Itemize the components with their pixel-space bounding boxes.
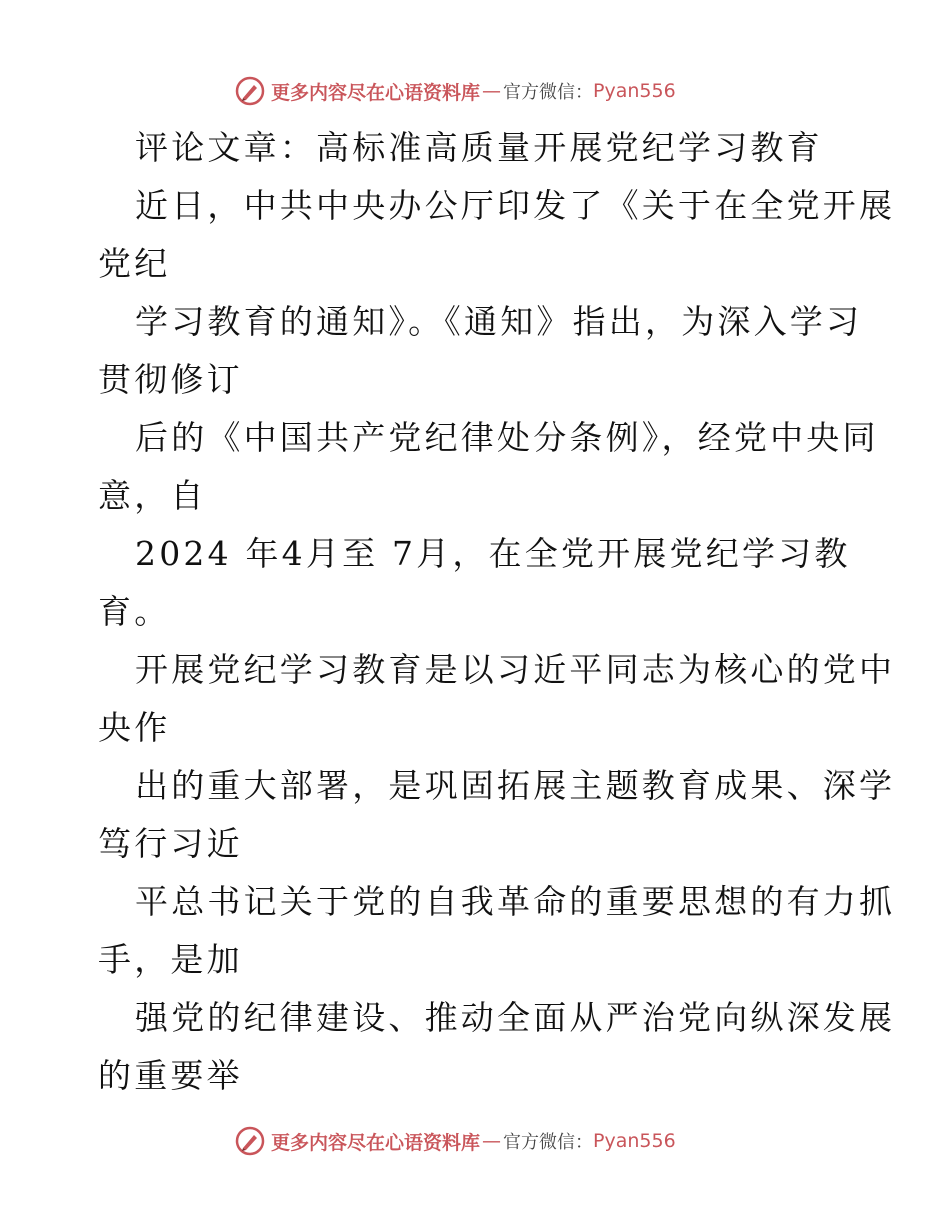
watermark-separator: —: [482, 1130, 502, 1152]
document-line: 近日，中共中央办公厅印发了《关于在全党开展: [135, 186, 896, 225]
document-line: 意，自: [98, 476, 207, 515]
document-line: 强党的纪律建设、推动全面从严治党向纵深发展: [135, 998, 896, 1037]
document-line: 笃行习近: [98, 824, 243, 863]
document-line: 党纪: [98, 244, 171, 283]
document-line: 开展党纪学习教育是以习近平同志为核心的党中: [135, 650, 896, 689]
watermark-label: 官方微信：: [503, 82, 594, 103]
document-line: 后的《中国共产党纪律处分条例》，经党中央同: [135, 418, 879, 457]
document-line: 2024 年4月至 7月，在全党开展党纪学习教: [135, 534, 851, 573]
watermark-separator: —: [482, 80, 502, 102]
document-line: 的重要举: [98, 1056, 243, 1095]
pen-logo-icon: [235, 1126, 265, 1156]
watermark-id: Pyan556: [593, 80, 676, 102]
watermark-header: [235, 74, 676, 108]
document-line: 央作: [98, 708, 171, 747]
document-title: 评论文章：高标准高质量开展党纪学习教育: [135, 128, 823, 167]
watermark-footer: [235, 1124, 676, 1158]
document-line: 手，是加: [98, 940, 243, 979]
watermark-id: Pyan556: [593, 1130, 676, 1152]
document-line: 育。: [98, 592, 171, 631]
document-line: 贯彻修订: [98, 360, 243, 399]
watermark-text: 更多内容尽在心语资料库: [271, 1131, 481, 1154]
watermark-text: 更多内容尽在心语资料库: [271, 81, 481, 104]
document-line: 平总书记关于党的自我革命的重要思想的有力抓: [135, 882, 896, 921]
document-line: 学习教育的通知》。《通知》指出，为深入学习: [135, 302, 863, 341]
pen-logo-icon: [235, 76, 265, 106]
watermark-label: 官方微信：: [503, 1132, 594, 1153]
document-line: 出的重大部署，是巩固拓展主题教育成果、深学: [135, 766, 896, 805]
